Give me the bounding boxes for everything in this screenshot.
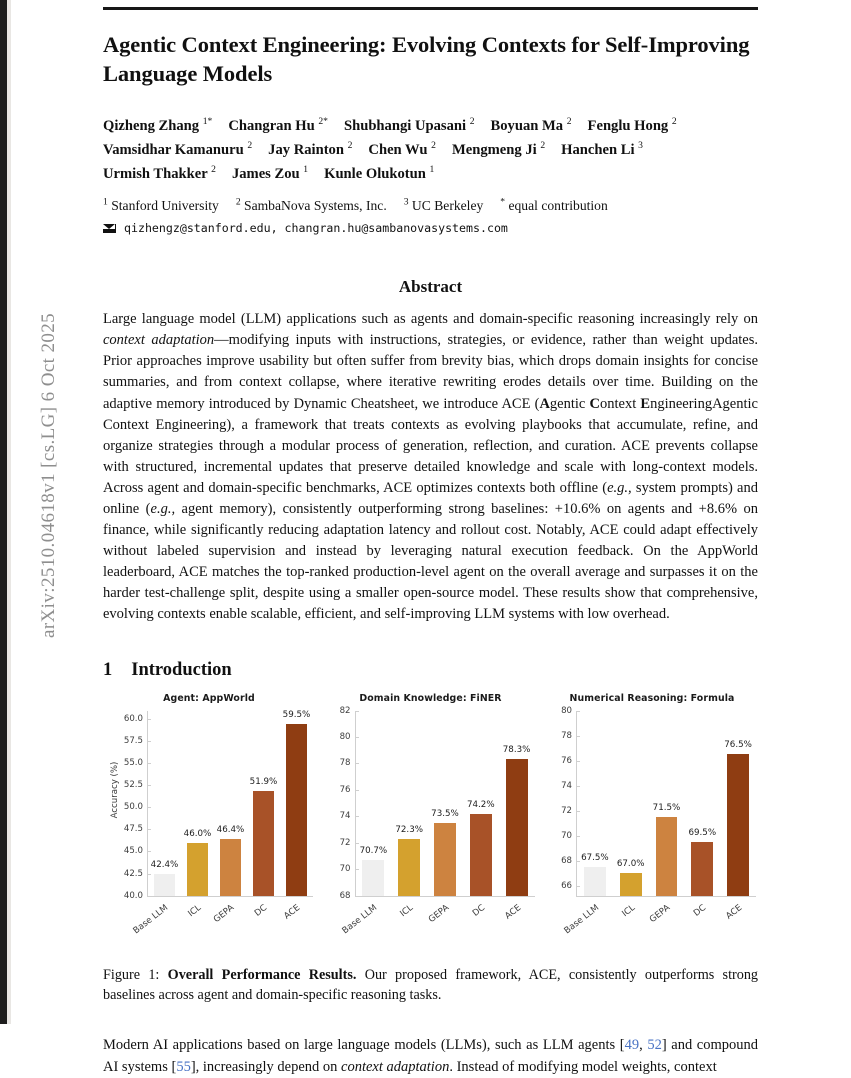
- figure-caption-bold: Overall Performance Results.: [167, 966, 357, 983]
- y-axis-tick-label: 70: [561, 831, 577, 841]
- bar-value-label: 73.5%: [431, 808, 459, 819]
- author-name: Qizheng Zhang $^{1*}$: [103, 116, 213, 135]
- bar-value-label: 76.5%: [724, 740, 752, 751]
- y-axis-tick-label: 40.0: [124, 891, 148, 901]
- author-name: Fenglu Hong $^2$: [587, 116, 677, 135]
- bar-value-label: 71.5%: [652, 802, 681, 813]
- bar-ace[interactable]: [502, 745, 531, 922]
- x-axis-tick-label: DC: [692, 902, 709, 919]
- author-affiliation-marker: 1: [429, 164, 435, 176]
- y-axis-tick-label: 76: [340, 785, 356, 795]
- affiliation-marker: *: [500, 196, 506, 208]
- paper-content: [103, 30, 758, 1078]
- x-axis-tick-label: Base LLM: [341, 902, 380, 936]
- arxiv-stamp: arXiv:2510.04618v1 [cs.LG] 6 Oct 2025: [38, 312, 59, 638]
- author-affiliation-marker: 2: [540, 140, 546, 152]
- section-heading-introduction: [103, 660, 758, 681]
- affiliation-item: * equal contribution: [500, 196, 608, 213]
- affiliation-list: [103, 195, 758, 216]
- bar-dc[interactable]: [466, 799, 495, 919]
- affiliation-item: $^3$ UC Berkeley: [403, 196, 484, 213]
- author-affiliation-marker: 2: [671, 116, 677, 128]
- x-axis-tick-label: ICL: [398, 902, 416, 919]
- bar-gepa[interactable]: [426, 808, 459, 925]
- author-affiliation-marker: 2: [469, 116, 475, 128]
- bar-value-label: 67.5%: [581, 852, 609, 863]
- bar-group: [722, 711, 755, 922]
- author-affiliation-marker: 3: [638, 140, 643, 152]
- y-axis-tick-label: 42.5: [124, 869, 148, 879]
- x-axis-tick-label: GEPA: [426, 902, 452, 925]
- bar-value-label: 72.3%: [395, 824, 423, 835]
- bar-icl[interactable]: [395, 824, 423, 919]
- affiliation-marker: 2: [235, 196, 241, 208]
- bar-chart-1: [103, 693, 315, 943]
- x-axis-tick-label: ICL: [620, 902, 637, 919]
- figure-caption: [103, 965, 758, 1006]
- author-affiliation-marker: 2: [347, 140, 353, 152]
- affiliation-item: $^1$ Stanford University: [103, 196, 219, 213]
- bar-gepa[interactable]: [212, 825, 245, 925]
- author-affiliation-marker: 2: [211, 164, 216, 176]
- y-axis-tick-label: 68: [561, 856, 577, 866]
- x-axis-tick-label: GEPA: [212, 902, 237, 925]
- bar-gepa[interactable]: [648, 802, 681, 925]
- bar-value-label: 59.5%: [282, 709, 311, 720]
- chart-plot-area: [339, 705, 535, 936]
- x-axis-tick-label: DC: [470, 902, 487, 919]
- author-name: Kunle Olukotun $^1$: [324, 164, 435, 183]
- x-axis-tick-label: ICL: [186, 902, 204, 919]
- bar-group: [614, 711, 647, 919]
- y-axis-tick-label: 45.0: [124, 846, 148, 856]
- bar-group: [212, 711, 246, 925]
- bar-value-label: 46.0%: [183, 828, 212, 839]
- bar-group: [648, 711, 683, 925]
- chart-plot-area: [561, 705, 756, 936]
- y-axis-tick-label: 55.0: [124, 758, 148, 768]
- y-axis-tick-label: 68: [340, 891, 356, 901]
- figure-caption-label: Figure 1:: [103, 966, 160, 983]
- chart-y-axis-label: Accuracy (%): [110, 761, 120, 818]
- y-axis-tick-label: 50.0: [124, 802, 148, 812]
- y-axis-tick-label: 78: [340, 758, 356, 768]
- bar-chart-3: [546, 693, 758, 943]
- author-name: Changran Hu $^{2*}$: [228, 116, 328, 135]
- y-axis-tick-label: 80: [340, 732, 356, 742]
- bar-dc[interactable]: [688, 827, 717, 919]
- section-number: 1: [103, 659, 113, 680]
- author-line: [103, 138, 758, 162]
- y-axis-tick-label: 57.5: [124, 736, 148, 746]
- y-axis-tick-label: 74: [561, 781, 577, 791]
- bar-group: [393, 711, 426, 919]
- x-axis-tick-label: ACE: [502, 902, 523, 922]
- author-affiliation-marker: 2*: [318, 116, 328, 128]
- figure-caption-rest: Our proposed framework, ACE, consistently outperforms strong baselines across agent and domain-specific reasoning tasks.: [103, 966, 759, 1003]
- bar-icl[interactable]: [616, 859, 645, 919]
- bar-chart-2: [325, 693, 537, 943]
- bar-dc[interactable]: [249, 776, 278, 919]
- bar-value-label: 51.9%: [249, 776, 278, 787]
- author-line: [103, 115, 758, 139]
- page-title: Agentic Context Engineering: Evolving Contexts for Self-Improving Language Models: [103, 32, 750, 87]
- x-axis-tick-label: GEPA: [648, 902, 673, 925]
- chart-plot-area: [123, 709, 313, 936]
- bar-group: [281, 709, 312, 922]
- author-name: Urmish Thakker $^2$: [103, 164, 216, 183]
- bar-group: [248, 711, 279, 919]
- bar-icl[interactable]: [183, 828, 212, 919]
- bar-group: [464, 711, 497, 919]
- author-name: Jay Rainton $^2$: [268, 140, 353, 159]
- figure-1: [103, 693, 758, 943]
- affiliation-item: $^2$ SambaNova Systems, Inc.: [235, 196, 387, 213]
- author-name: Mengmeng Ji $^2$: [451, 140, 546, 159]
- y-axis-tick-label: 76: [561, 756, 577, 766]
- author-affiliation-marker: 2: [566, 116, 572, 128]
- bar-value-label: 69.5%: [688, 827, 717, 838]
- y-axis-tick-label: 72: [340, 838, 356, 848]
- x-axis-tick-label: DC: [253, 902, 270, 919]
- author-name: Hanchen Li $^3$: [561, 140, 643, 159]
- bar-value-label: 74.2%: [466, 799, 495, 810]
- author-affiliation-marker: 1*: [202, 116, 213, 128]
- y-axis-tick-label: 70: [340, 864, 356, 874]
- chart-row: [103, 693, 758, 943]
- abstract-heading: Abstract: [398, 277, 463, 297]
- contact-email-line: [103, 221, 758, 235]
- y-axis-tick-label: 82: [340, 706, 356, 716]
- bar-ace[interactable]: [282, 709, 311, 922]
- y-axis-tick-label: 60.0: [124, 714, 148, 724]
- y-axis-tick-label: 47.5: [124, 824, 148, 834]
- author-name: Shubhangi Upasani $^2$: [343, 116, 475, 135]
- chart-title: Agent: AppWorld: [163, 692, 255, 704]
- author-affiliation-marker: 1: [303, 164, 309, 176]
- y-axis-tick-label: 52.5: [124, 780, 148, 790]
- author-line: [103, 162, 758, 186]
- y-axis-tick-label: 78: [561, 731, 577, 741]
- intro-paragraph: Modern AI applications based on large language models (LLMs), such as LLM agents [49, 52] and compound AI systems [55], increasingly depend on context adaptation. Instead of modifying model weights, context: [103, 1037, 759, 1075]
- author-name: Vamsidhar Kamanuru $^2$: [103, 140, 253, 159]
- chart-title: Domain Knowledge: FiNER: [359, 692, 502, 704]
- envelope-icon: [103, 224, 116, 233]
- header-rule: [103, 7, 758, 10]
- bar-group: [182, 711, 213, 919]
- y-axis-tick-label: 80: [561, 706, 577, 716]
- x-axis-tick-label: ACE: [724, 902, 745, 922]
- author-name: Boyuan Ma $^2$: [490, 116, 572, 135]
- bar-value-label: 42.4%: [150, 860, 179, 871]
- chart-title: Numerical Reasoning: Formula: [569, 692, 735, 704]
- contact-email-text: qizhengz@stanford.edu, changran.hu@sambanovasystems.com: [124, 221, 508, 236]
- y-axis-tick-label: 72: [561, 806, 577, 816]
- bar-value-label: 46.4%: [216, 825, 245, 836]
- x-axis-tick-label: Base LLM: [562, 902, 602, 936]
- author-affiliation-marker: 2: [431, 140, 436, 152]
- y-axis-tick-label: 66: [561, 881, 577, 891]
- author-list: [103, 115, 758, 187]
- bar-value-label: 70.7%: [359, 845, 388, 856]
- abstract-body: Large language model (LLM) applications such as agents and domain-specific reasoning increasingly rely on context adaptation—modifying inputs with instructions, strategies, or evidence, rather than weight updates. Prior approaches improve usability but often suffer from brevity bias, which drops domain insights for concise summaries, and from context collapse, where iterative rewriting erodes details over time. Building on the adaptive memory introduced by Dynamic Cheatsheet, we introduce ACE (Agentic Context EngineeringAgentic Context Engineering), a framework that treats contexts as evolving playbooks that accumulate, refine, and organize strategies through a modular process of generation, reflection, and curation. ACE prevents collapse with structured, incremental updates that preserve detailed knowledge and scale with long-context models. Across agent and domain-specific benchmarks, ACE optimizes contexts both offline (e.g., system prompts) and online (e.g., agent memory), consistently outperforming strong baselines: +10.6% on agents and +8.6% on finance, while significantly reducing adaptation latency and rollout cost. Notably, ACE could adapt effectively without labeled supervision and instead by leveraging natural execution feedback. On the AppWorld leaderboard, ACE matches the top-ranked production-level agent on the overall average and surpasses it on the harder test-challenge split, despite using a smaller open-source model. These results show that comprehensive, evolving contexts enable scalable, efficient, and self-improving LLM systems with low overhead.: [103, 311, 758, 623]
- x-axis-tick-label: ACE: [282, 902, 303, 922]
- author-affiliation-marker: 2: [247, 140, 253, 152]
- bar-group: [426, 711, 461, 925]
- section-title: Introduction: [131, 659, 232, 680]
- bar-value-label: 67.0%: [616, 859, 645, 870]
- y-axis-tick-label: 74: [340, 811, 356, 821]
- affiliation-marker: 1: [103, 196, 108, 208]
- bar-ace[interactable]: [724, 740, 752, 922]
- x-axis-tick-label: Base LLM: [132, 902, 171, 936]
- author-name: James Zou $^1$: [231, 164, 309, 183]
- bar-value-label: 78.3%: [502, 745, 531, 756]
- author-name: Chen Wu $^2$: [368, 140, 436, 159]
- bar-group: [686, 711, 719, 919]
- affiliation-marker: 3: [403, 196, 409, 208]
- bar-group: [500, 711, 533, 922]
